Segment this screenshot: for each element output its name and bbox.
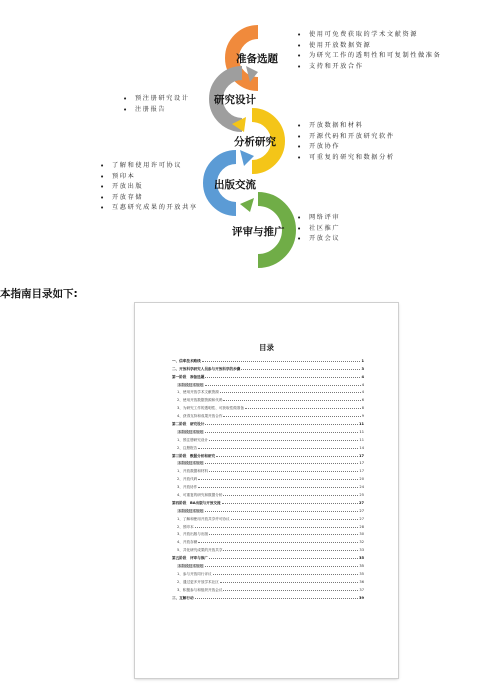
toc-page-number: 27: [358, 500, 364, 505]
bullet-item: • 开放存储: [100, 193, 198, 204]
bullet-item: • 开放会议: [297, 234, 340, 245]
toc-entry[interactable]: [172, 536, 364, 544]
bullet-item: • 使用开放数据资源: [297, 41, 441, 52]
toc-page-number: 35: [358, 556, 364, 561]
toc-entry-text: 2、预印本: [177, 524, 194, 529]
toc-leader-dots: [209, 440, 358, 441]
stage-4-bullets: [100, 161, 198, 214]
toc-page-number: 30: [359, 532, 364, 537]
toc-leader-dots: [205, 463, 358, 464]
arrow-icon: [240, 150, 254, 166]
toc-entry[interactable]: [172, 355, 364, 363]
toc-entry-text: 3、积极参与和组织开放会议: [177, 587, 223, 592]
toc-entry[interactable]: [172, 410, 364, 418]
toc-entry[interactable]: [172, 371, 364, 379]
toc-entry[interactable]: [172, 473, 364, 481]
toc-entry[interactable]: [172, 576, 364, 584]
toc-entry-text: 本阶段技术规划: [178, 382, 204, 387]
toc-leader-dots: [222, 503, 358, 504]
toc-entry-text: 第五阶段 评审与推广: [172, 556, 208, 561]
toc-leader-dots: [205, 424, 358, 425]
toc-page-number: 20: [359, 477, 364, 482]
toc-page-number: 11: [359, 429, 364, 434]
toc-leader-dots: [198, 448, 358, 449]
toc-page-number: 17: [358, 453, 364, 458]
toc-page-number: 11: [359, 437, 364, 442]
toc-entry[interactable]: [172, 418, 364, 426]
toc-entry-text: 2、通过更多开放学术社区: [177, 579, 219, 584]
bullet-item: • 可重复的研究和数据分析: [297, 153, 395, 164]
toc-entry[interactable]: [172, 529, 364, 537]
toc-entry-text: 3、为研究工作的透明性、可获取性做准备: [177, 406, 244, 411]
bullet-item: • 预注册研究设计: [123, 94, 190, 105]
toc-leader-dots: [198, 479, 358, 480]
bullet-item: • 注册报告: [123, 105, 190, 116]
toc-entry-text: 2、注册报告: [177, 445, 198, 450]
toc-leader-dots: [216, 456, 358, 457]
table-of-contents: [172, 355, 364, 600]
toc-leader-dots: [205, 377, 360, 378]
toc-entry[interactable]: [172, 505, 364, 513]
toc-entry-text: 1、了解和使用开放共享许可协议: [177, 516, 230, 521]
toc-entry-text: 3、开放出版与出版: [177, 532, 209, 537]
toc-entry[interactable]: [172, 584, 364, 592]
stage-2-bullets: [123, 94, 190, 115]
toc-entry-text: 2、使用开放数据资源和代码: [177, 398, 223, 403]
toc-entry[interactable]: [172, 387, 364, 395]
toc-leader-dots: [209, 471, 358, 472]
toc-page-number: 9: [361, 414, 364, 419]
toc-leader-dots: [205, 385, 361, 386]
bullet-item: • 社区推广: [297, 224, 340, 235]
stage-3-bullets: [297, 121, 395, 163]
bullet-item: • 互惠研究成果的开放共享: [100, 203, 198, 214]
toc-page-number: 35: [359, 564, 364, 569]
toc-entry[interactable]: [172, 442, 364, 450]
toc-page-number: 32: [359, 540, 364, 545]
toc-leader-dots: [205, 432, 358, 433]
toc-page-number: 36: [359, 579, 364, 584]
toc-entry[interactable]: [172, 544, 364, 552]
toc-leader-dots: [223, 495, 358, 496]
toc-page-number: 3: [361, 366, 364, 371]
toc-page-number: 27: [359, 508, 364, 513]
toc-leader-dots: [223, 590, 358, 591]
toc-page-number: 4: [361, 390, 364, 395]
bullet-item: • 开放出版: [100, 182, 198, 193]
toc-page-number: 28: [359, 524, 364, 529]
toc-entry[interactable]: [172, 568, 364, 576]
toc-entry[interactable]: [172, 489, 364, 497]
toc-leader-dots: [195, 598, 358, 599]
toc-page-number: 37: [359, 587, 364, 592]
toc-entry[interactable]: [172, 465, 364, 473]
toc-entry[interactable]: [172, 450, 364, 458]
toc-entry[interactable]: [172, 497, 364, 505]
stage-label: 分析研究: [234, 136, 276, 148]
toc-entry[interactable]: [172, 363, 364, 371]
toc-page-number: 11: [358, 422, 364, 427]
toc-leader-dots: [231, 519, 359, 520]
toc-entry[interactable]: [172, 552, 364, 560]
toc-leader-dots: [220, 392, 361, 393]
toc-entry[interactable]: [172, 560, 364, 568]
toc-entry-text: 第一阶段 准备选题: [172, 374, 205, 379]
bullet-item: • 预印本: [100, 172, 198, 183]
bullet-item: • 支持和开放合作: [297, 62, 441, 73]
toc-leader-dots: [198, 542, 358, 543]
stage-1-bullets: [297, 30, 441, 72]
toc-entry-text: 5、共化研究成果的开放共享: [177, 548, 223, 553]
toc-entry-text: 1、开放数据和材料: [177, 469, 209, 474]
toc-page-number: 33: [359, 548, 364, 553]
toc-page-number: 1: [361, 358, 364, 363]
toc-leader-dots: [198, 487, 358, 488]
toc-entry-text: 3、开放协作: [177, 485, 198, 490]
toc-caption: 本指南目录如下:: [0, 288, 78, 300]
toc-entry-text: 一、信率技术路线: [172, 358, 201, 363]
toc-entry[interactable]: [172, 458, 364, 466]
toc-entry-text: 本阶段技术规划: [178, 508, 204, 513]
bullet-item: • 网络评审: [297, 213, 340, 224]
toc-entry-text: 本阶段技术规划: [178, 564, 204, 569]
bullet-item: • 为研究工作的透明性和可复制性做准备: [297, 51, 441, 62]
toc-page-number: 14: [359, 445, 364, 450]
toc-leader-dots: [223, 416, 360, 417]
toc-leader-dots: [223, 550, 358, 551]
toc-leader-dots: [223, 400, 360, 401]
toc-leader-dots: [202, 361, 361, 362]
toc-leader-dots: [209, 558, 358, 559]
toc-entry[interactable]: [172, 592, 364, 600]
toc-page-number: 4: [361, 374, 364, 379]
stage-label: 研究设计: [214, 94, 256, 106]
toc-entry-text: 本阶段技术规划: [178, 461, 204, 466]
toc-page-number: 4: [361, 382, 364, 387]
toc-entry-text: 1、使用开放学术文献资源: [177, 390, 219, 395]
toc-entry-text: 第四阶段 BA出版与开放交流: [172, 500, 221, 505]
toc-entry-text: 二、开放科学研究人员参与开放科学的步骤: [172, 366, 241, 371]
toc-leader-dots: [209, 534, 358, 535]
toc-page-number: 8: [361, 406, 364, 411]
toc-page-number: 6: [361, 398, 364, 403]
toc-title: 目录: [259, 343, 274, 352]
toc-leader-dots: [220, 582, 359, 583]
toc-entry-text: 1、预注册研究设计: [177, 437, 209, 442]
toc-entry[interactable]: [172, 513, 364, 521]
toc-leader-dots: [195, 527, 359, 528]
toc-entry[interactable]: [172, 521, 364, 529]
toc-entry-text: 4、开放存储: [177, 540, 198, 545]
toc-leader-dots: [241, 369, 360, 370]
toc-leader-dots: [213, 574, 359, 575]
toc-entry-text: 1、参与开放同行评议: [177, 571, 212, 576]
bullet-item: • 了解和使用许可协议: [100, 161, 198, 172]
toc-entry[interactable]: [172, 379, 364, 387]
toc-leader-dots: [205, 566, 358, 567]
toc-page-number: 17: [359, 461, 364, 466]
document-page: [135, 303, 398, 678]
toc-entry[interactable]: [172, 394, 364, 402]
toc-entry[interactable]: [172, 481, 364, 489]
toc-page-number: 35: [359, 571, 364, 576]
stage-5-bullets: [297, 213, 340, 245]
toc-leader-dots: [245, 408, 361, 409]
toc-entry-text: 4、可重复的研究和数据分析: [177, 493, 223, 498]
toc-entry-text: 2、开放代码: [177, 477, 198, 482]
stage-label: 出版交流: [214, 179, 256, 191]
toc-page-number: 24: [359, 485, 364, 490]
toc-entry-text: 4、获得支持和成果开放合作: [177, 414, 223, 419]
toc-page-number: 27: [359, 516, 364, 521]
toc-page-number: 25: [359, 493, 364, 498]
stage-label: 准备选题: [236, 53, 278, 65]
toc-entry-text: 三、互解行动: [172, 595, 194, 600]
toc-entry-text: 第二阶段 研究设计: [172, 422, 205, 427]
bullet-item: • 开源代码和开放研究软件: [297, 132, 395, 143]
toc-entry[interactable]: [172, 426, 364, 434]
toc-page-number: 17: [359, 469, 364, 474]
toc-page-number: 39: [358, 595, 364, 600]
toc-entry-text: 本阶段技术规划: [178, 429, 204, 434]
stage-label: 评审与推广: [232, 226, 285, 238]
toc-entry[interactable]: [172, 402, 364, 410]
toc-leader-dots: [205, 511, 358, 512]
toc-entry-text: 第三阶段 数据分析和研究: [172, 453, 216, 458]
bullet-item: • 开放数据和材料: [297, 121, 395, 132]
bullet-item: • 使用可免费获取的学术文献资源: [297, 30, 441, 41]
toc-entry[interactable]: [172, 434, 364, 442]
arrow-icon: [240, 198, 254, 212]
bullet-item: • 开放协作: [297, 142, 395, 153]
